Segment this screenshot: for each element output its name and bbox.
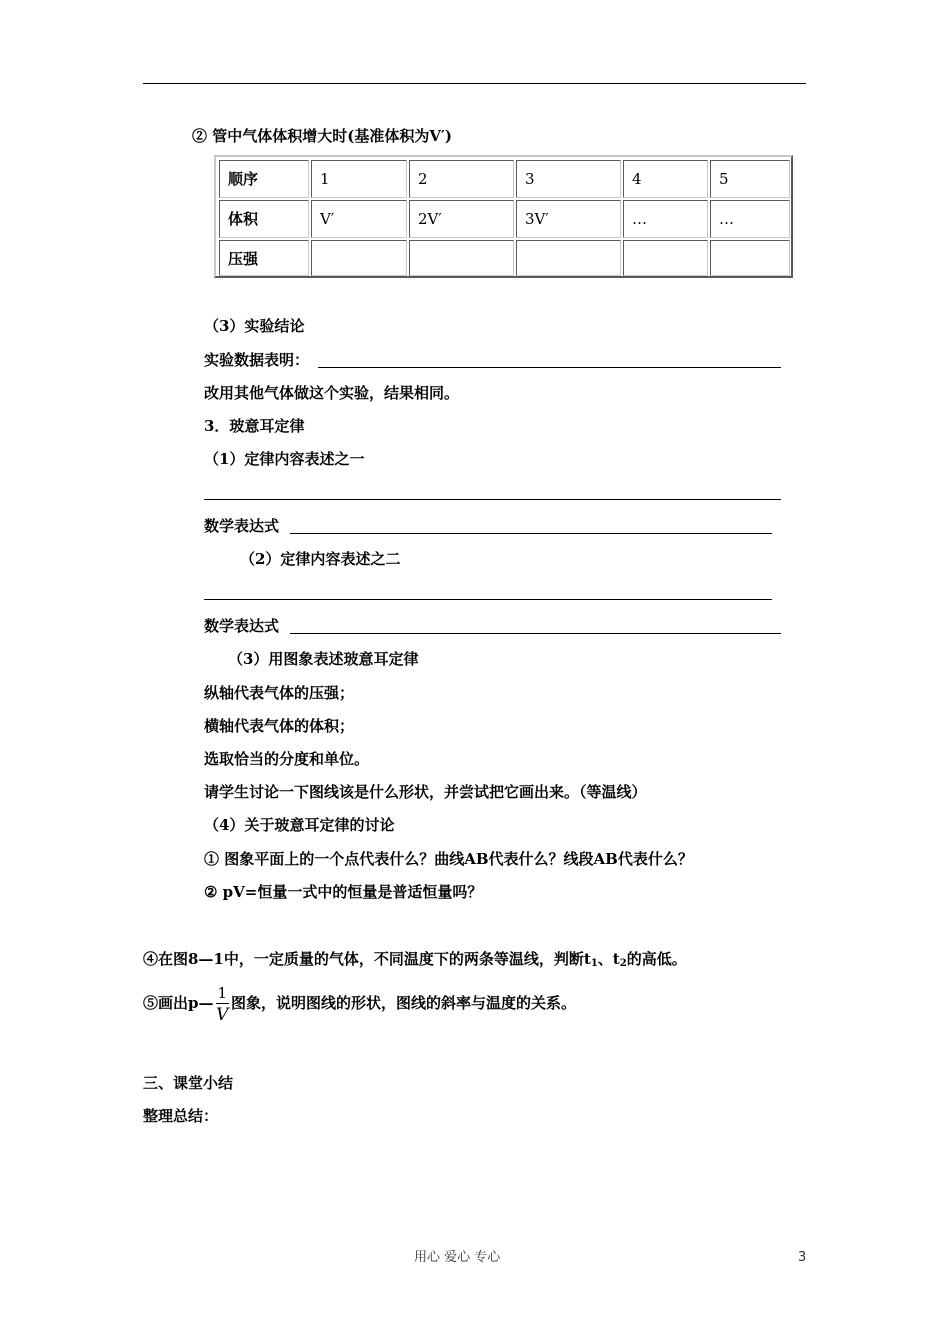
fraction-one-over-v: $\frac{1}{V}$ (216, 983, 229, 1025)
summary-heading: 三、课堂小结 (143, 1074, 234, 1092)
discussion-prompt: 请学生讨论一下图线该是什么形状，并尝试把它画出来。（等温线） (204, 783, 647, 801)
answer-line (290, 533, 772, 534)
table-cell-pressure-0: 压强 (219, 240, 309, 276)
data-table (214, 155, 793, 278)
answer-line (204, 599, 772, 600)
table-cell-header-1: 1 (311, 160, 407, 198)
other-gas-text: 改用其他气体做这个实验，结果相同。 (204, 384, 460, 402)
graph-heading: （3）用图象表述玻意耳定律 (228, 650, 419, 668)
x-axis-text: 横轴代表气体的体积； (204, 717, 355, 735)
law-heading: 3．玻意耳定律 (204, 417, 305, 435)
question-4: ④在图8—1中，一定质量的气体，不同温度下的两条等温线，判断$t_1$、$t_2$的高低。 (143, 950, 687, 969)
answer-line (318, 367, 781, 368)
data-shows-label: 实验数据表明： (204, 351, 310, 369)
table-cell-pressure-1 (311, 240, 407, 276)
footer-motto: 用心 爱心 专心 (414, 1250, 501, 1265)
organize-label: 整理总结： (143, 1107, 219, 1125)
statement-2-label: （2）定律内容表述之二 (240, 550, 401, 568)
page-number: 3 (798, 1250, 807, 1265)
y-axis-text: 纵轴代表气体的压强； (204, 684, 355, 702)
math-expression-1-label: 数学表达式 (204, 517, 280, 535)
table-cell-header-2: 2 (409, 160, 514, 198)
table-cell-pressure-4 (623, 240, 708, 276)
table-cell-header-5: 5 (710, 160, 790, 198)
table-cell-volume-5: … (710, 200, 790, 238)
conclusion-heading: （3）实验结论 (204, 317, 305, 335)
table-cell-volume-1: V′ (311, 200, 407, 238)
header-rule (143, 83, 806, 84)
table-cell-volume-2: 2V′ (409, 200, 514, 238)
discussion-heading: （4）关于玻意耳定律的讨论 (204, 816, 395, 834)
question-5: ⑤画出p— $\frac{1}{V}$ 图象，说明图线的形状，图线的斜率与温度的关系。 (143, 983, 577, 1025)
table-cell-pressure-2 (409, 240, 514, 276)
statement-1-label: （1）定律内容表述之一 (204, 450, 365, 468)
question-2: ② pV=恒量一式中的恒量是普适恒量吗？ (204, 883, 483, 901)
table-cell-volume-0: 体积 (219, 200, 309, 238)
table-cell-volume-3: 3V′ (516, 200, 621, 238)
answer-line (290, 633, 781, 634)
question-1: ① 图象平面上的一个点代表什么？曲线AB代表什么？线段AB代表什么？ (204, 850, 693, 868)
table-cell-pressure-3 (516, 240, 621, 276)
math-expression-2-label: 数学表达式 (204, 617, 280, 635)
table-cell-pressure-5 (710, 240, 790, 276)
table-cell-header-3: 3 (516, 160, 621, 198)
table-cell-header-4: 4 (623, 160, 708, 198)
section-heading: ② 管中气体体积增大时(基准体积为V′) (192, 127, 453, 145)
table-cell-header-0: 顺序 (219, 160, 309, 198)
scale-text: 选取恰当的分度和单位。 (204, 750, 370, 768)
table-cell-volume-4: … (623, 200, 708, 238)
answer-line (204, 499, 781, 500)
